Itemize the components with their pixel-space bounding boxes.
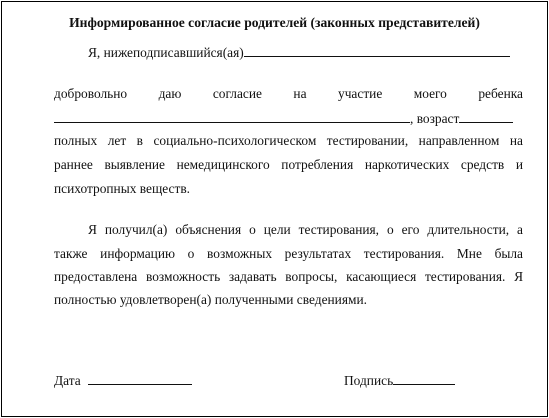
info-line-1: Я получил(а) объяснения о цели тестирования, о его длительности, а	[88, 222, 523, 237]
signature-blank[interactable]	[393, 372, 455, 385]
consent-document	[2, 2, 547, 416]
name-blank[interactable]	[244, 44, 510, 57]
signature-label: Подпись	[344, 373, 394, 388]
name-label: Я, нижеподписавшийся(ая)	[88, 45, 244, 60]
date-field	[54, 372, 192, 389]
consent-line-3: полных лет в социально-психологическом тестировании, направленном на	[54, 133, 523, 148]
child-name-blank[interactable]	[54, 110, 410, 123]
consent-line-4: раннее выявление немедицинского потребления наркотических средств и	[54, 157, 523, 172]
info-line-2: также информацию о возможных результатах тестирования. Мне была	[54, 246, 523, 261]
date-label: Дата	[54, 373, 81, 388]
info-line-3: предоставлена возможность задавать вопросы, касающиеся тестирования. Я	[54, 269, 523, 284]
age-blank[interactable]	[459, 110, 513, 123]
consent-line-5: психотропных веществ.	[54, 181, 190, 196]
consent-line-1: добровольно даю согласие на участие моего ребенка	[54, 86, 523, 101]
document-title: Информированное согласие родителей (законных представителей)	[69, 15, 480, 30]
document-frame	[1, 1, 548, 417]
consent-line-2	[54, 110, 523, 127]
info-line-4: полностью удовлетворен(а) полученными сведениями.	[54, 292, 367, 307]
signature-field	[344, 372, 455, 389]
date-blank[interactable]	[88, 372, 192, 385]
name-line	[88, 44, 523, 61]
age-label: , возраст	[410, 111, 460, 126]
